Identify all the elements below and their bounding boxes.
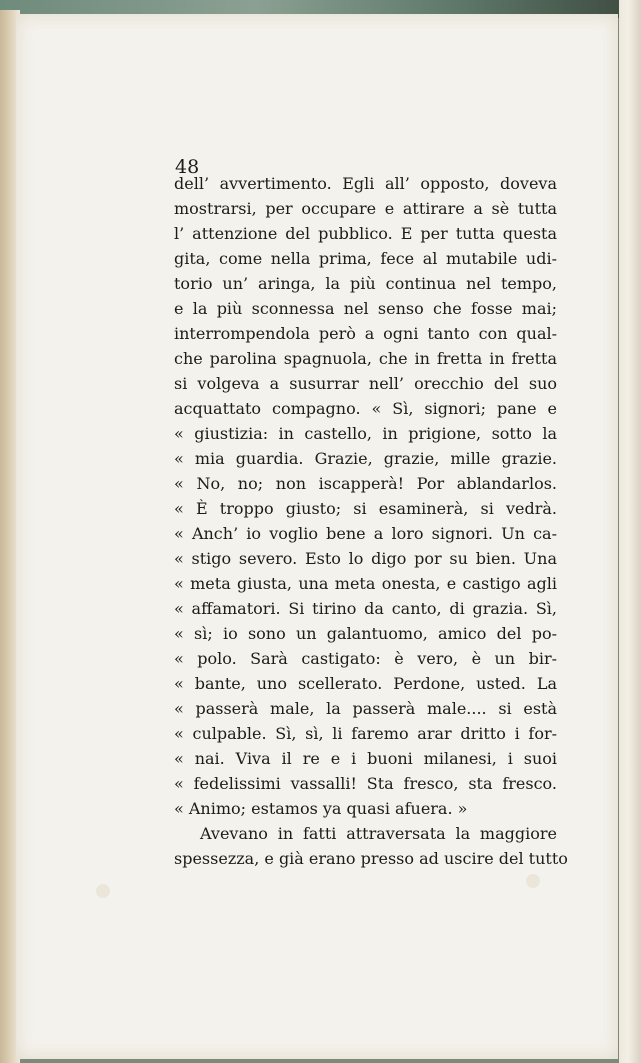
text-line: acquattato compagno. « Sì, signori; pane e bbox=[174, 399, 557, 418]
text-line: « bante, uno scellerato. Perdone, usted. La bbox=[174, 674, 557, 693]
text-line: « No, no; non iscapperà! Por ablandarlos. bbox=[174, 474, 557, 493]
text-line: interrompendola però a ogni tanto con qual- bbox=[174, 324, 557, 343]
text-line: spessezza, e già erano presso ad uscire del tutto bbox=[174, 849, 568, 868]
text-line: « mia guardia. Grazie, grazie, mille grazie. bbox=[174, 449, 557, 468]
text-line: « culpable. Sì, sì, li faremo arar dritto i for- bbox=[174, 724, 557, 743]
text-line: « meta giusta, una meta onesta, e castigo agli bbox=[174, 574, 557, 593]
text-line: mostrarsi, per occupare e attirare a sè tutta bbox=[174, 199, 557, 218]
text-line: Avevano in fatti attraversata la maggiore bbox=[200, 824, 557, 843]
text-line: torio un’ aringa, la più continua nel tempo, bbox=[174, 274, 557, 293]
text-line: e la più sconnessa nel senso che fosse mai; bbox=[174, 299, 557, 318]
text-line: « passerà male, la passerà male.... si està bbox=[174, 699, 557, 718]
text-line: « affamatori. Si tirino da canto, di grazia. Sì, bbox=[174, 599, 557, 618]
text-line: si volgeva a susurrar nell’ orecchio del suo bbox=[174, 374, 557, 393]
paper-stain bbox=[96, 884, 110, 898]
text-line: l’ attenzione del pubblico. E per tutta questa bbox=[174, 224, 557, 243]
text-line: « Animo; estamos ya quasi afuera. » bbox=[174, 799, 468, 818]
text-line: « fedelissimi vassalli! Sta fresco, sta fresco. bbox=[174, 774, 557, 793]
text-line: « sì; io sono un galantuomo, amico del po- bbox=[174, 624, 557, 643]
page-number: 48 bbox=[175, 156, 200, 178]
text-line: che parolina spagnuola, che in fretta in fretta bbox=[174, 349, 557, 368]
text-line: « È troppo giusto; si esaminerà, si vedrà. bbox=[174, 499, 557, 518]
text-line: « nai. Viva il re e i buoni milanesi, i suoi bbox=[174, 749, 557, 768]
text-line: « giustizia: in castello, in prigione, sotto la bbox=[174, 424, 557, 443]
text-line: dell’ avvertimento. Egli all’ opposto, doveva bbox=[174, 174, 557, 193]
page-stack-edge bbox=[619, 0, 641, 1063]
paper-stain bbox=[526, 874, 540, 888]
text-line: « Anch’ io voglio bene a loro signori. Un ca- bbox=[174, 524, 557, 543]
text-line: gita, come nella prima, fece al mutabile udi- bbox=[174, 249, 557, 268]
text-line: « stigo severo. Esto lo digo por su bien. Una bbox=[174, 549, 557, 568]
text-line: « polo. Sarà castigato: è vero, è un bir- bbox=[174, 649, 557, 668]
